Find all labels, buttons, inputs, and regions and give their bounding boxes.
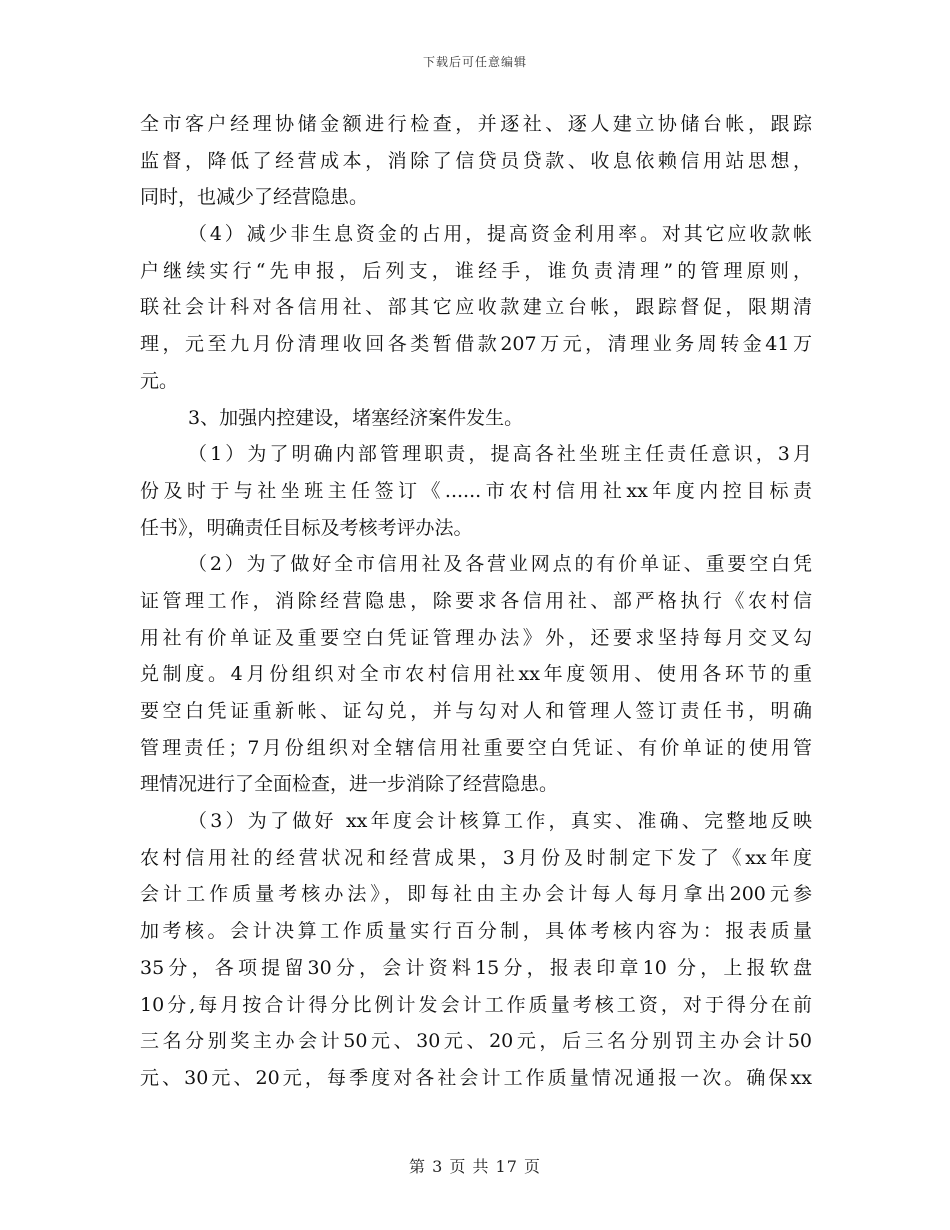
body-line: 会计工作质量考核办法》，即每社由主办会计每人每月拿出200元参 [140, 883, 812, 906]
body-line: 兑制度。4月份组织对全市农村信用社xx年度领用、使用各环节的重 [140, 663, 812, 686]
body-line: （2）为了做好全市信用社及各营业网点的有价单证、重要空白凭 [188, 553, 812, 576]
section-heading: 3、加强内控建设，堵塞经济案件发生。 [188, 406, 524, 429]
document-body [140, 106, 812, 1097]
body-line: 元、30元、20元，每季度对各社会计工作质量情况通报一次。确保xx [140, 1066, 812, 1089]
body-line: 户继续实行“先申报，后列支，谁经手，谁负责清理”的管理原则， [140, 259, 812, 282]
body-line: 理，元至九月份清理收回各类暂借款207万元，清理业务周转金41万 [140, 333, 812, 356]
body-line: 理情况进行了全面检查，进一步消除了经营隐患。 [140, 773, 559, 796]
body-line: 管理责任；7月份组织对全辖信用社重要空白凭证、有价单证的使用管 [140, 736, 812, 759]
body-line: 同时，也减少了经营隐患。 [140, 186, 369, 209]
page-number-footer: 第 3 页 共 17 页 [409, 1157, 541, 1176]
body-line: （4）减少非生息资金的占用，提高资金利用率。对其它应收款帐 [188, 223, 812, 246]
body-line: 全市客户经理协储金额进行检查，并逐社、逐人建立协储台帐，跟踪 [140, 113, 812, 135]
page-header: 下载后可任意编辑 [422, 55, 527, 69]
body-line: 元。 [140, 369, 179, 392]
body-line: 任书》，明确责任目标及考核考评办法。 [140, 516, 473, 539]
body-line: 要空白凭证重新帐、证勾兑，并与勾对人和管理人签订责任书，明确 [140, 700, 812, 722]
body-line: 三名分别奖主办会计50元、30元、20元，后三名分别罚主办会计50 [140, 1030, 812, 1053]
body-line: 农村信用社的经营状况和经营成果，3月份及时制定下发了《xx年度 [140, 846, 812, 869]
body-line: 10分,每月按合计得分比例计发会计工作质量考核工资，对于得分在前 [140, 993, 812, 1016]
body-line: 监督，降低了经营成本，消除了信贷员贷款、收息依赖信用站思想， [140, 149, 812, 172]
body-line: 35分，各项提留30分，会计资料15分，报表印章10 分，上报软盘 [140, 956, 812, 979]
body-line: 用社有价单证及重要空白凭证管理办法》外，还要求坚持每月交叉勾 [140, 626, 812, 649]
body-line: 加考核。会计决算工作质量实行百分制，具体考核内容为：报表质量 [140, 920, 812, 943]
body-line: 证管理工作，消除经营隐患，除要求各信用社、部严格执行《农村信 [140, 589, 812, 612]
body-line: 联社会计科对各信用社、部其它应收款建立台帐，跟踪督促，限期清 [140, 296, 812, 319]
body-line: 份及时于与社坐班主任签订《......市农村信用社xx年度内控目标责 [140, 479, 812, 502]
body-line: （3）为了做好 xx年度会计核算工作，真实、准确、完整地反映 [188, 810, 812, 833]
body-line: （1）为了明确内部管理职责，提高各社坐班主任责任意识，3月 [188, 443, 812, 466]
